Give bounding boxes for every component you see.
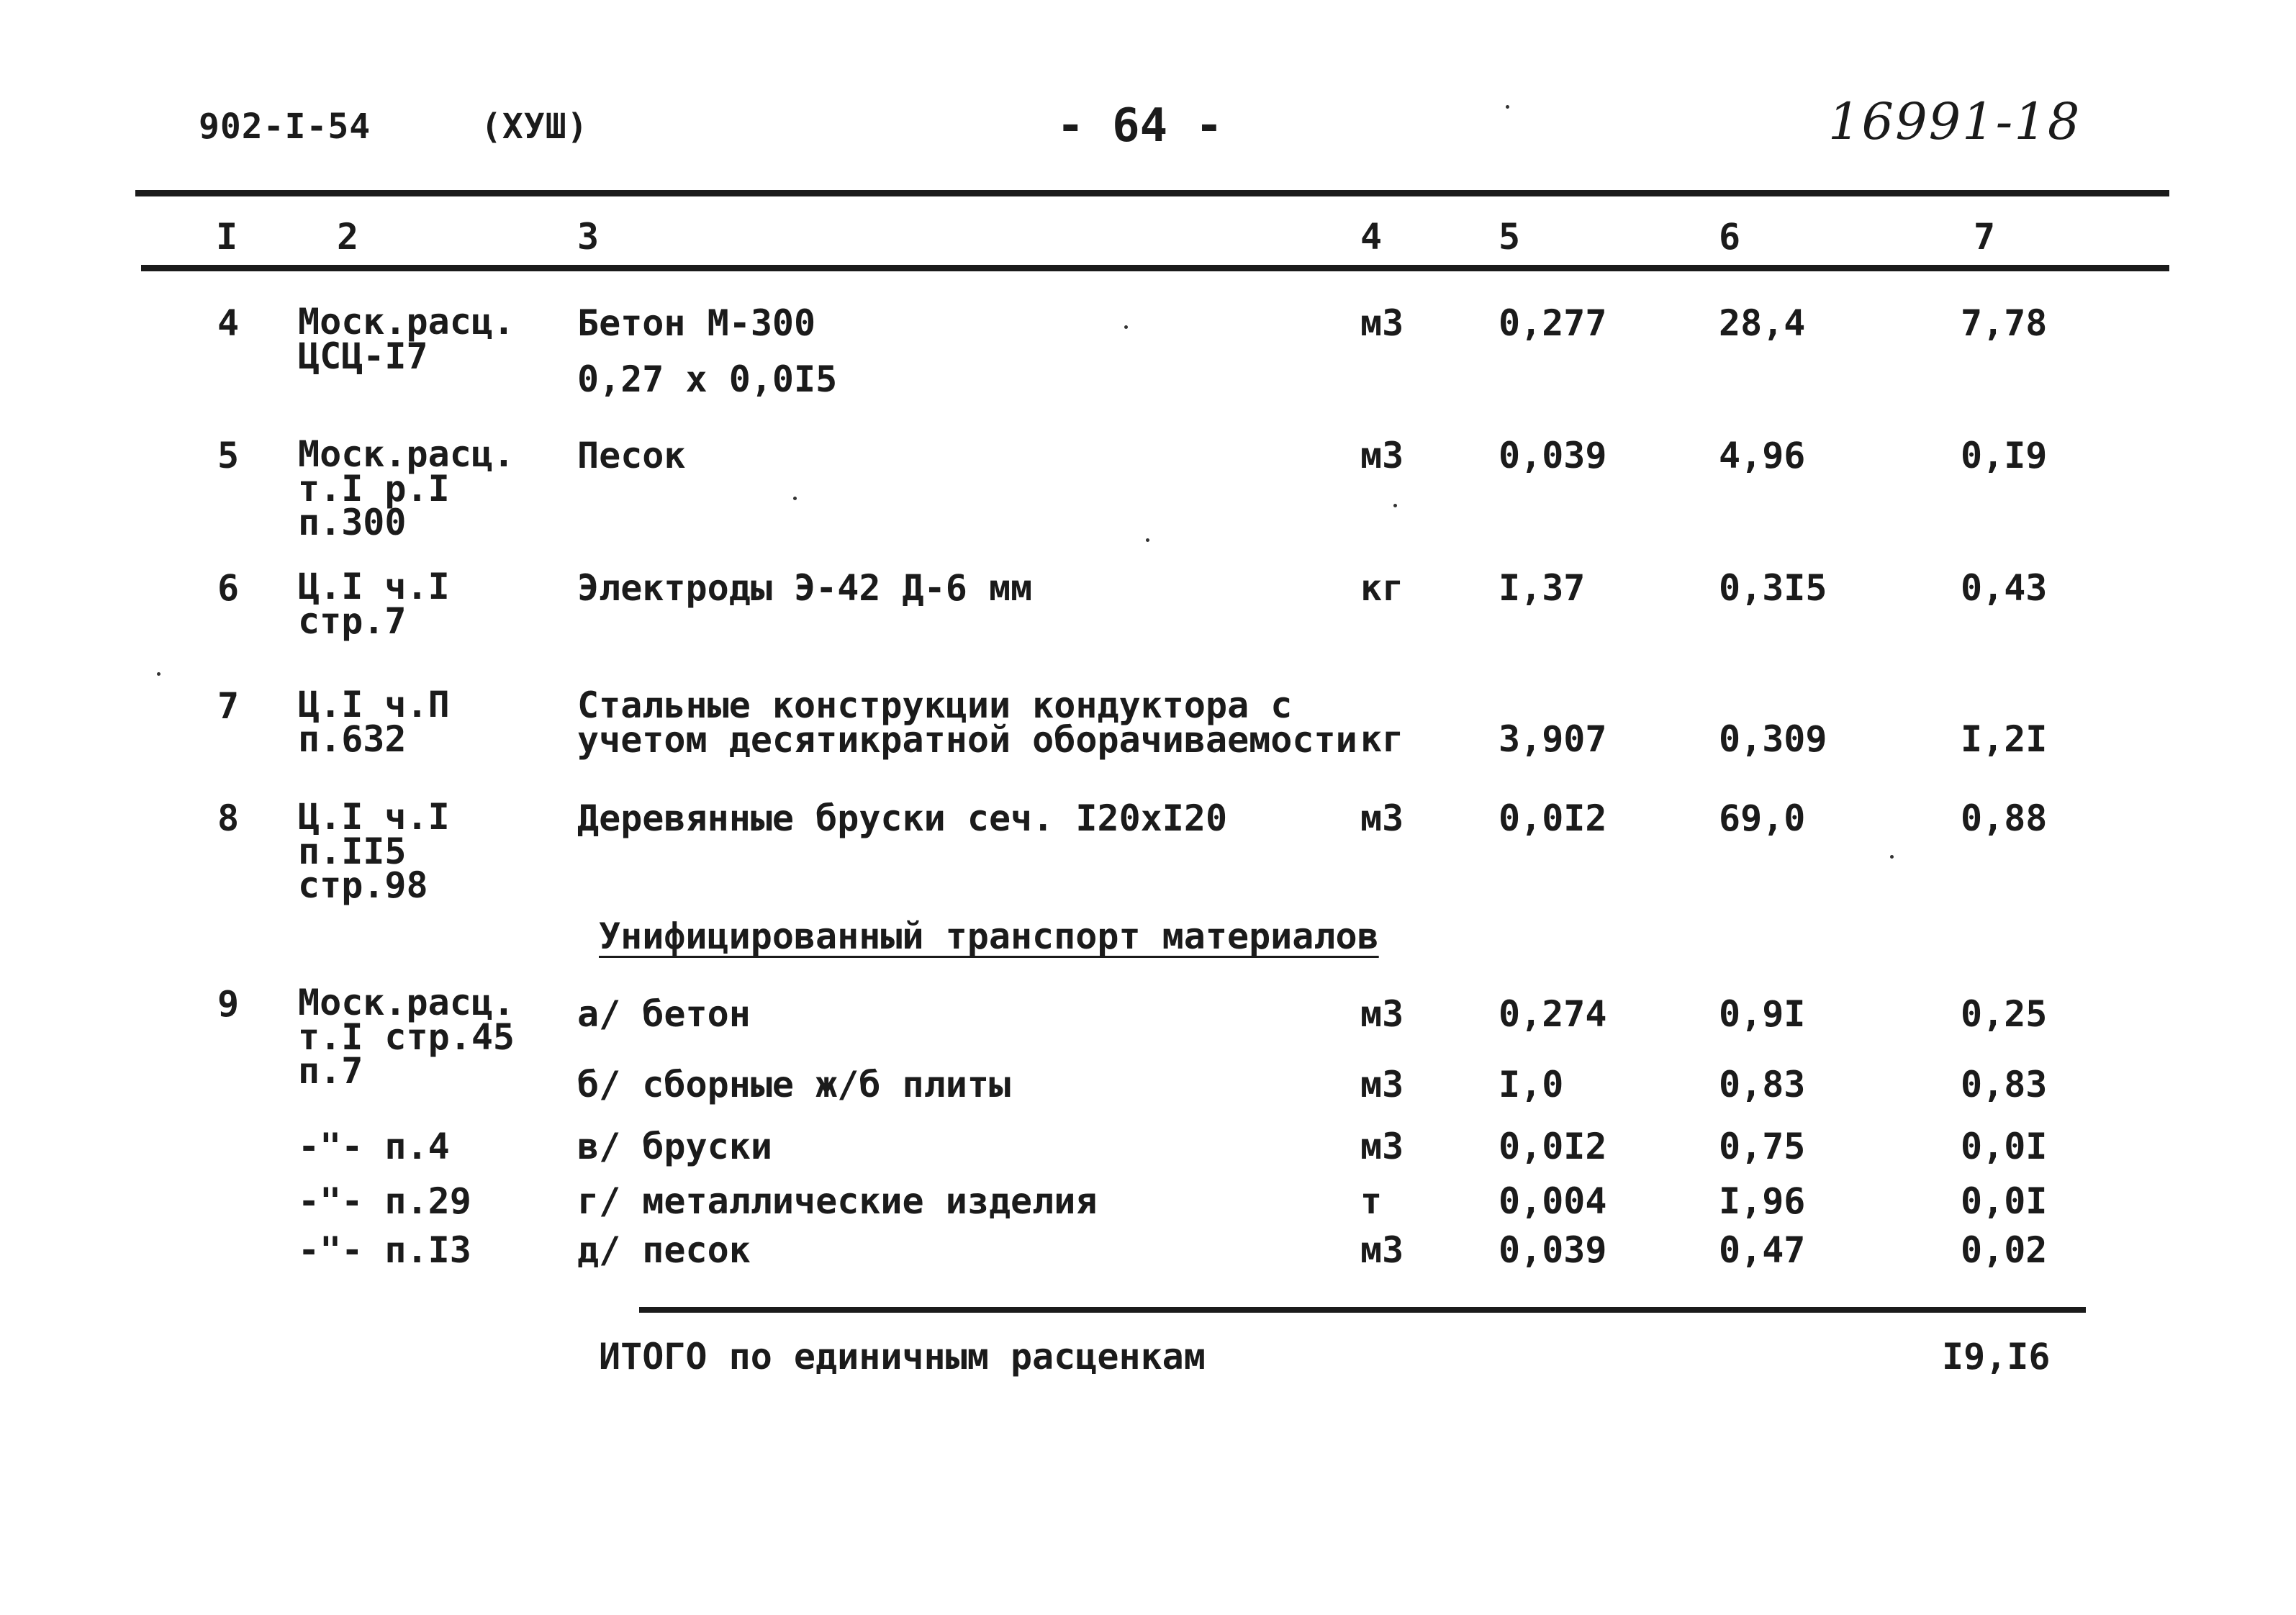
quantity: I,0	[1499, 1064, 1564, 1105]
column-number-2: 2	[337, 216, 359, 258]
total-cost: 0,25	[1961, 993, 2048, 1035]
quantity: 0,004	[1499, 1180, 1607, 1222]
column-number-5: 5	[1499, 216, 1521, 258]
row-number: 7	[217, 685, 240, 727]
scan-speck	[1146, 538, 1149, 542]
unit: кг	[1360, 567, 1404, 609]
column-number-7: 7	[1974, 216, 1996, 258]
total-cost: 0,43	[1961, 567, 2048, 609]
total-cost: 0,0I	[1961, 1180, 2048, 1222]
price-reference: Моск.расц. т.I стр.45 п.7	[298, 982, 515, 1092]
unit: т	[1360, 1180, 1383, 1222]
total-cost: 0,83	[1961, 1064, 2048, 1105]
price-reference: Ц.I ч.I п.II5 стр.98	[298, 796, 450, 906]
unit: кг	[1360, 718, 1404, 760]
column-number-6: 6	[1719, 216, 1741, 258]
unit-price: 0,3I5	[1719, 567, 1827, 609]
item-description: Бетон М-300 0,27 х 0,0I5	[577, 302, 838, 400]
unit-price: 69,0	[1719, 797, 1806, 839]
price-reference: Моск.расц. ЦСЦ-I7	[298, 301, 515, 377]
total-cost: 0,0I	[1961, 1126, 2048, 1167]
unit: м3	[1360, 797, 1404, 839]
unit: м3	[1360, 1126, 1404, 1167]
unit-price: I,96	[1719, 1180, 1806, 1222]
unit: м3	[1360, 993, 1404, 1035]
transport-item-description: в/ бруски	[577, 1126, 772, 1167]
total-label: ИТОГО по единичным расценкам	[599, 1336, 1206, 1378]
unit-price: 0,75	[1719, 1126, 1806, 1167]
scan-speck	[793, 497, 797, 500]
quantity: 0,0I2	[1499, 797, 1607, 839]
quantity: 3,907	[1499, 718, 1607, 760]
column-number-1: I	[216, 216, 238, 258]
unit-price: 28,4	[1719, 302, 1806, 344]
total-cost: 0,I9	[1961, 435, 2048, 476]
column-number-3: 3	[577, 216, 600, 258]
series-label: (ХУШ)	[481, 107, 589, 147]
section-title: Унифицированный транспорт материалов	[599, 915, 1379, 957]
price-reference: Ц.I ч.I стр.7	[298, 566, 450, 642]
unit: м3	[1360, 302, 1404, 344]
unit-price: 0,309	[1719, 718, 1827, 760]
column-header-rule	[141, 265, 2169, 271]
unit-price: 4,96	[1719, 435, 1806, 476]
inventory-number: 16991-18	[1828, 92, 2082, 151]
row-number: 9	[217, 983, 240, 1025]
item-description: Стальные конструкции кондуктора с учетом десятикратной оборачиваемости	[577, 684, 1357, 761]
row-number: 6	[217, 567, 240, 609]
total-cost: 0,02	[1961, 1229, 2048, 1271]
price-reference: -"- п.I3	[298, 1229, 471, 1271]
total-cost: I,2I	[1961, 718, 2048, 760]
quantity: 0,039	[1499, 1229, 1607, 1271]
quantity: 0,039	[1499, 435, 1607, 476]
document-code: 902-I-54	[199, 107, 371, 147]
row-number: 8	[217, 797, 240, 839]
row-number: 4	[217, 302, 240, 344]
scan-speck	[1393, 504, 1397, 507]
scan-speck	[1890, 855, 1894, 859]
scan-speck	[1124, 325, 1128, 329]
price-reference: Ц.I ч.П п.632	[298, 684, 450, 760]
row-number: 5	[217, 435, 240, 476]
total-cost: 0,88	[1961, 797, 2048, 839]
transport-item-description: д/ песок	[577, 1229, 751, 1271]
unit: м3	[1360, 1064, 1404, 1105]
price-reference: -"- п.4	[298, 1126, 450, 1167]
quantity: 0,274	[1499, 993, 1607, 1035]
total-rule	[639, 1307, 2086, 1313]
transport-item-description: б/ сборные ж/б плиты	[577, 1064, 1011, 1105]
quantity: I,37	[1499, 567, 1586, 609]
price-reference: Моск.расц. т.I р.I п.300	[298, 433, 515, 543]
total-value: I9,I6	[1942, 1336, 2051, 1378]
transport-item-description: а/ бетон	[577, 993, 751, 1035]
quantity: 0,277	[1499, 302, 1607, 344]
scan-speck	[1506, 105, 1509, 109]
unit: м3	[1360, 435, 1404, 476]
price-reference: -"- п.29	[298, 1180, 471, 1222]
item-description: Деревянные бруски сеч. I20хI20	[577, 797, 1228, 839]
top-rule	[135, 190, 2169, 196]
unit: м3	[1360, 1229, 1404, 1271]
transport-item-description: г/ металлические изделия	[577, 1180, 1098, 1222]
unit-price: 0,83	[1719, 1064, 1806, 1105]
item-description: Электроды Э-42 Д-6 мм	[577, 567, 1033, 609]
page-number: - 64 -	[1057, 99, 1224, 153]
unit-price: 0,9I	[1719, 993, 1806, 1035]
column-number-4: 4	[1360, 216, 1383, 258]
item-description: Песок	[577, 435, 686, 476]
unit-price: 0,47	[1719, 1229, 1806, 1271]
quantity: 0,0I2	[1499, 1126, 1607, 1167]
total-cost: 7,78	[1961, 302, 2048, 344]
scan-speck	[157, 672, 161, 676]
